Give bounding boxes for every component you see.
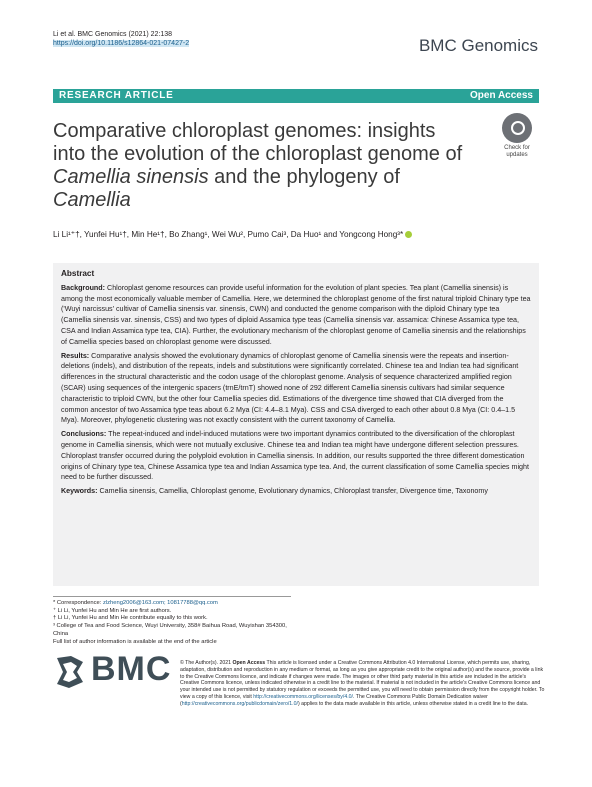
check-updates-line1: Check for [504,145,530,151]
footnote-first-authors: ⁺ Li Li, Yunfei Hu and Min He are first authors. [53,607,172,614]
title-text-1: Comparative chloroplast genomes: insights into the evolution of the chloroplast genome of [53,120,463,165]
title-italic-2: Camellia [53,189,131,211]
check-updates-line2: updates [506,152,528,158]
section-label: RESEARCH ARTICLE [59,90,174,101]
abstract-keywords: Keywords: Camellia sinensis, Camellia, Chloroplast genome, Evolutionary dynamics, Chloroplast transfer, Divergence time, Taxonomy [61,487,488,496]
open-access-label: Open Access [470,90,533,101]
abstract-conclusions: Conclusions: The repeat-induced and indel-induced mutations were two important dynamics contributed to the diversification of the chloroplast genome in Camellia sinensis, which were not mutually exclusive. Chinese tea and Indian tea might have undergone different selection pressures. Chloroplast transfer occurred during the polyploid evolution in Camellia sinensis. In addition, our results supported the three different domestication origins of Chinary type tea, Chinese Assamica type tea and Indian Assamica type tea. And, the current classification of some Camellia species might need to be further discussed. [61,430,529,482]
citation-line: Li et al. BMC Genomics (2021) 22:138 [53,31,173,38]
bmc-logo-text: BMC [91,650,172,688]
article-type-banner [53,89,539,103]
running-header [53,30,189,48]
authors-text: Li Li¹⁺†, Yunfei Hu¹†, Min He¹†, Bo Zhang¹, Wei Wu², Pumo Cai³, Da Huo¹ and Yongcong Hong³* [53,230,404,239]
orcid-icon[interactable] [405,231,412,238]
footnote-affiliation: ³ College of Tea and Food Science, Wuyi University, 358# Baihua Road, Wuyishan 354300, China [53,623,287,637]
footnote-divider [53,596,291,597]
cc-by-link[interactable]: http://creativecommons.org/licenses/by/4.0/ [253,693,353,700]
abstract-heading: Abstract [61,269,95,278]
journal-name: BMC Genomics [418,36,538,55]
abstract-box [53,263,539,586]
article-title [53,120,473,212]
title-italic-1: Camellia sinensis [53,166,209,188]
author-list [53,229,412,239]
cc0-link[interactable]: http://creativecommons.org/publicdomain/zero/1.0/ [181,700,298,707]
abstract-background: Background: Chloroplast genome resources can provide useful information for the evolution of plant species. Tea plant (Camellia sinensis) is among the most economically valuable member of Camellia. Here, we determined the chloroplast genome of the first natural triploid Chinary type tea ('Wuyi narcissus' cultivar of Camellia sinensis var. sinensis, CWN) and conducted the genome comparison with the diploid Chinary type tea (Camellia sinensis var. sinensis, CSS) and two types of diploid Assamica type teas (Camellia sinensis var. assamica: Chinese Assamica type tea, CSA and Indian Assamica type tea, CIA). Further, the evolutionary mechanism of the chloroplast genome of Camellia sinensis and the relationships of Camellia species based on chloroplast genome were discussed. [61,283,531,346]
correspondence-email-link[interactable]: zlzheng2006@163.com; 10817788@qq.com [102,600,218,606]
bmc-logo-icon [53,654,87,690]
correspondence: * Correspondence: zlzheng2006@163.com; 10817788@qq.com [53,600,218,606]
doi-link[interactable]: https://doi.org/10.1186/s12864-021-07427-2 [53,40,190,47]
footnote-full-list: Full list of author information is available at the end of the article [53,638,217,645]
check-updates-icon [502,113,532,143]
footnotes [53,600,293,646]
abstract-results: Results: Comparative analysis showed the evolutionary dynamics of chloroplast genome of Camellia sinensis were the repeats and insertion-deletions (indels), and distribution of the repeats, indels and substitutions were significantly correlated. Chinese tea and Indian tea had significant differences in the structural characteristic and the codon usage of the chloroplast genome. Analysis of sequence characterized amplified region (SCAR) using sequences of the intergenic spacers (trnE/trnT) showed none of 292 different Camellia sinensis cultivars had similar sequence characteristic to triploid CWN, but the other four Camellia species did. Estimations of the divergence time showed that CIA diverged from the common ancestor of two Assamica type teas about 6.2 Mya (CI: 4.4–8.1 Mya). CSS and CSA diverged to each other about 0.8 Mya (CI: 0.4–1.5 Mya). Moreover, phylogenetic clustering was not exactly consistent with the current taxonomy of Camellia. [61,351,519,425]
footnote-equal-contribution: † Li Li, Yunfei Hu and Min He contribute equally to this work. [53,615,208,622]
license-text: © The Author(s). 2021 Open Access This article is licensed under a Creative Commons Attribution 4.0 International License, which permits use, sharing, adaptation, distribution and reproduction in any medium or format, as long as you give appropriate credit to the original author(s) and the source, provide a link to the Creative Commons licence, and indicate if changes were made. The images or other third party material in this article are included in the article's Creative Commons licence, unless indicated otherwise in a credit line to the material. If material is not included in the article's Creative Commons licence and your intended use is not permitted by statutory regulation or exceeds the permitted use, you will need to obtain permission directly from the copyright holder. To view a copy of this licence, visit http://creativecommons.org/licenses/by/4.0/. The Creative Commons Public Domain Dedication waiver (http://creativecommons.org/publicdomain/zero/1.0/) applies to the data made available in this article, unless otherwise stated in a credit line to the data. [180,660,545,707]
check-for-updates-button[interactable] [497,113,537,159]
title-text-2: and the phylogeny of [208,166,400,188]
